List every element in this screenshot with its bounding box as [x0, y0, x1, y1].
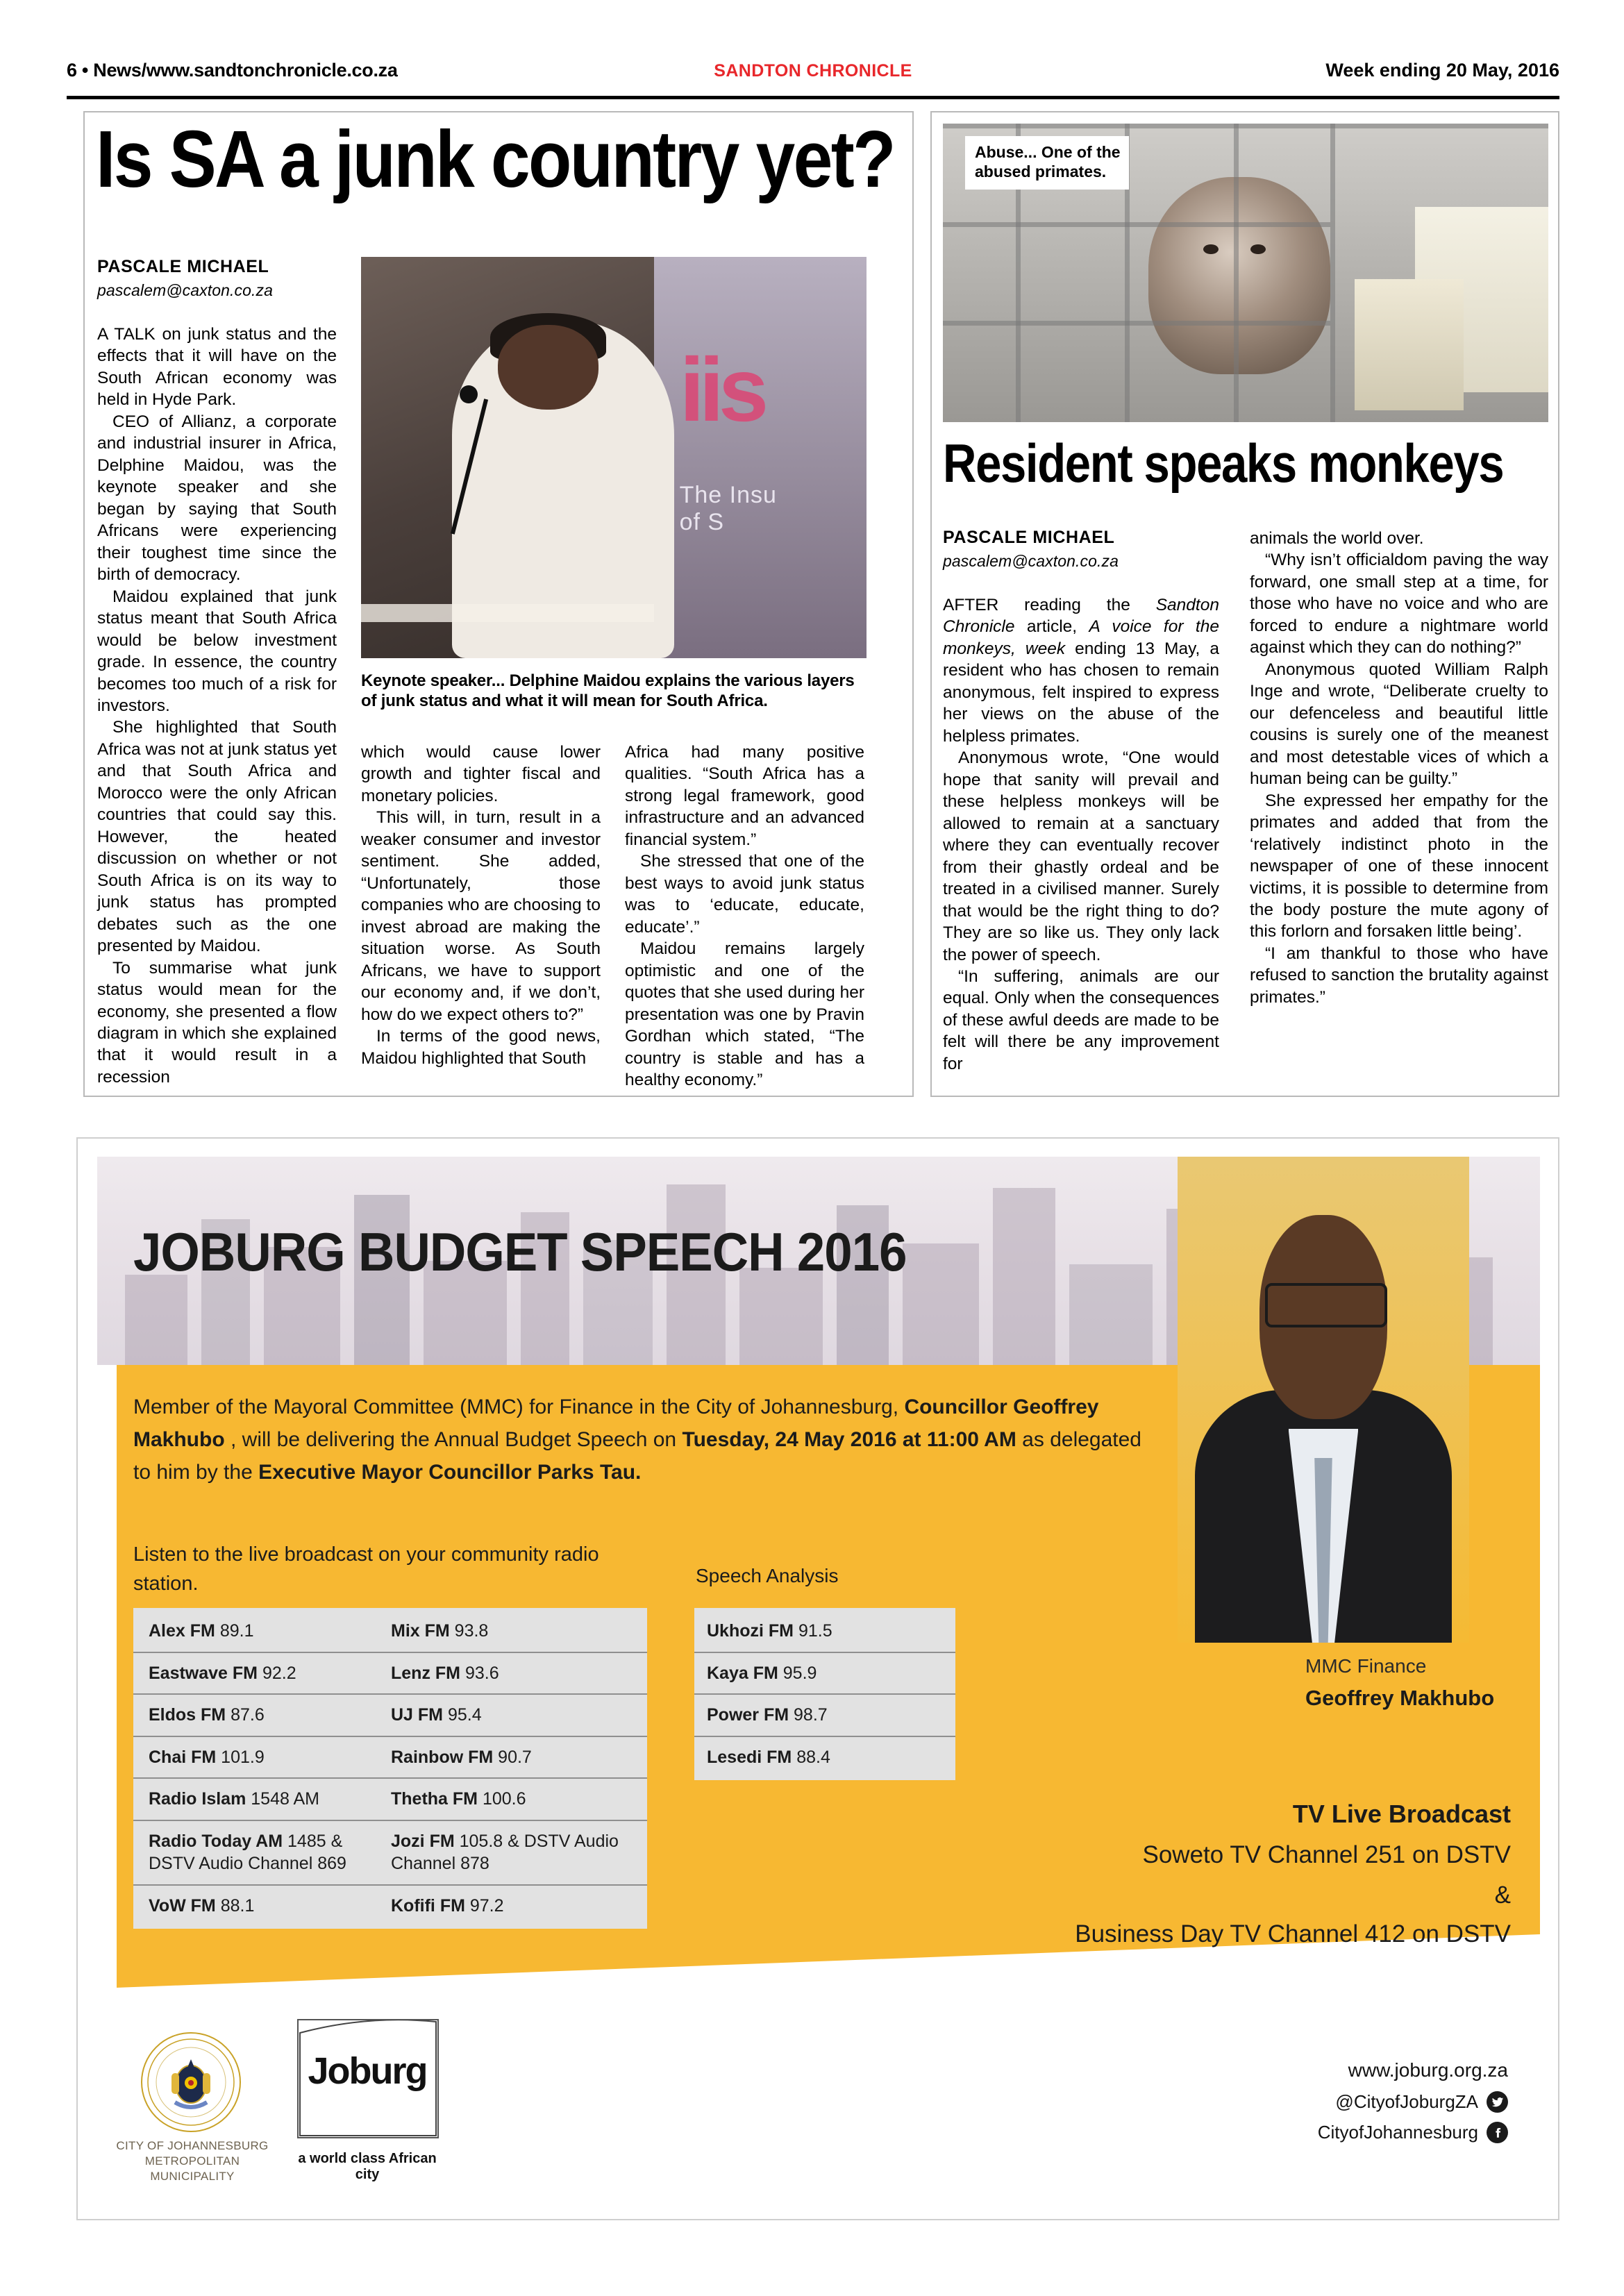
paragraph: Africa had many positive qualities. “South Africa has a strong legal framework, good infrastructure and an advanced financial system.”: [625, 743, 864, 849]
radio-station-right: Jozi FM 105.8 & DSTV Audio Channel 878: [391, 1831, 619, 1873]
speech-station: Ukhozi FM 91.5: [707, 1621, 832, 1641]
paragraph: which would cause lower growth and tighter fiscal and monetary policies.: [361, 743, 601, 805]
tv-channel-business-day: Business Day TV Channel 412 on DSTV: [1075, 1920, 1511, 1947]
seal-caption-line2: METROPOLITAN MUNICIPALITY: [144, 2154, 240, 2183]
article-column-1: [97, 257, 337, 1088]
masthead-rule: [67, 96, 1559, 99]
photo-caption-keynote: Keynote speaker... Delphine Maidou explains the various layers of junk status and what it will mean for South Africa.: [361, 671, 855, 711]
paragraph: “I am thankful to those who have refused to sanction the brutality against primates.”: [1250, 944, 1548, 1007]
radio-stations-table: [133, 1608, 647, 1929]
joburg-logo-wordmark: Joburg: [308, 2050, 427, 2092]
radio-station-row: [133, 1653, 647, 1695]
paragraph: She highlighted that South Africa was not at junk status yet and that South Africa and Morocco were the only African countries that could say this. However, the heated discussion on whether or not South Africa is on its way to junk status has prompted debates such as the one presented by Maidou.: [97, 718, 337, 956]
article-body-column-2: [361, 741, 601, 1069]
twitter-row[interactable]: [1318, 2091, 1508, 2113]
paragraph: This will, in turn, result in a weaker consumer and investor sentiment. She added, “Unfortunately, those companies who are choosing to invest abroad are making the situation worse. As South Africans, we have to support our economy and, if we don’t, how do we expect others to?”: [361, 808, 601, 1024]
monkeys-column-2: [1250, 528, 1548, 1008]
radio-station-row: [133, 1737, 647, 1779]
speech-analysis-row: [694, 1737, 955, 1778]
paragraph: “In suffering, animals are our equal. Only when the consequences of these awful deeds are made to be felt will there be any improvement for: [943, 966, 1219, 1073]
paragraph: “Why isn’t officialdom paving the way forward, one small step at a time, for those who have no voice and who are forced to endure a nightmare world against which they can do nothing?”: [1250, 551, 1548, 657]
seal-caption: [112, 2138, 272, 2184]
radio-station-right: Mix FM 93.8: [391, 1621, 489, 1641]
masthead-left: [67, 60, 398, 81]
announce-bold-datetime: Tuesday, 24 May 2016 at 11:00 AM: [682, 1427, 1016, 1451]
speech-analysis-row: [694, 1695, 955, 1737]
monkeys-body-column-1: [943, 594, 1219, 1075]
article-column-2: [361, 741, 601, 1069]
advertisement-joburg-budget-speech: [76, 1137, 1559, 2220]
paragraph: Maidou explained that junk status meant that South Africa would be below investment grade. In essence, the country becomes too much of a risk for investors.: [97, 587, 337, 715]
publication-title: SANDTON CHRONICLE: [714, 61, 912, 81]
photo-keynote-speaker: [361, 257, 867, 658]
speech-station: Lesedi FM 88.4: [707, 1747, 830, 1767]
paragraph: Maidou remains largely optimistic and one of the quotes that she used during her presentation was one by Pravin Gordhan which stated, “The country is stable and has a healthy economy.”: [625, 939, 864, 1090]
paragraph: To summarise what junk status would mean for the economy, she presented a flow diagram in which she explained that it would result in a recession: [97, 958, 337, 1087]
masthead-website: /www.sandtonchronicle.co.za: [141, 60, 398, 81]
speech-station: Power FM 98.7: [707, 1705, 828, 1725]
joburg-logo-tagline: a world class African city: [298, 2151, 437, 2182]
paragraph: animals the world over.: [1250, 529, 1424, 548]
paragraph: Anonymous quoted William Ralph Inge and wrote, “Deliberate cruelty to our defenceless and beautiful little cousins is surely one of the meanest and most detestable vices of which a human being can be guilty.”: [1250, 660, 1548, 789]
advert-announcement-text: [133, 1391, 1147, 1489]
paragraph: She expressed her empathy for the primates and added that from the ‘relatively indistinct photo in the newspaper of one of these innocent victims, it is possible to determine from the body posture the mute agony of this forlorn and forsaken little being’.: [1250, 791, 1548, 941]
monkeys-body-column-2: [1250, 528, 1548, 1008]
paragraph: She stressed that one of the best ways to avoid junk status was to ‘educate, educate, educate’.”: [625, 852, 864, 937]
paragraph: CEO of Allianz, a corporate and industrial insurer in Africa, Delphine Maidou, was the keynote speaker and she began by saying that South Africans were experiencing their toughest time since the birth of democracy.: [97, 412, 337, 585]
page-section-label: 6 • News: [67, 60, 142, 81]
radio-station-right: Rainbow FM 90.7: [391, 1747, 532, 1767]
monkeys-byline-author: PASCALE MICHAEL: [943, 528, 1115, 547]
announce-bold-councillor: Councillor Geoffrey Makhubo: [133, 1396, 1099, 1451]
speech-analysis-row: [694, 1653, 955, 1695]
announce-bold-mayor: Executive Mayor Councillor Parks Tau.: [258, 1460, 642, 1484]
issue-date: Week ending 20 May, 2016: [1325, 60, 1559, 81]
radio-station-row: [133, 1886, 647, 1927]
radio-station-left: Chai FM 101.9: [149, 1747, 265, 1767]
social-links-block: [1318, 2059, 1508, 2152]
announce-part3: as delegated to him by the: [133, 1427, 1141, 1484]
radio-station-left: Alex FM 89.1: [149, 1621, 254, 1641]
paragraph: A TALK on junk status and the effects that it will have on the South African economy was held in Hyde Park.: [97, 325, 337, 410]
article-body-column-3: [625, 741, 864, 1091]
twitter-handle-label: @CityofJoburgZA: [1335, 2091, 1478, 2112]
facebook-f-icon[interactable]: [1487, 2122, 1508, 2143]
article-body-column-1: [97, 324, 337, 1088]
tv-channel-soweto: Soweto TV Channel 251 on DSTV: [1142, 1841, 1511, 1868]
portrait-name-label: Geoffrey Makhubo: [1305, 1686, 1495, 1710]
announce-part2: , will be delivering the Annual Budget Speech on: [224, 1427, 683, 1451]
photo-caption-abuse: Abuse... One of the abused primates.: [965, 136, 1129, 190]
paragraph: In terms of the good news, Maidou highlighted that South: [361, 1027, 601, 1068]
tv-ampersand: &: [1494, 1882, 1511, 1909]
headline-monkeys: Resident speaks monkeys: [943, 433, 1504, 494]
masthead: [67, 60, 1559, 99]
radio-station-right: Kofifi FM 97.2: [391, 1895, 504, 1916]
advert-listen-label: Listen to the live broadcast on your community radio station.: [133, 1543, 599, 1595]
radio-station-row: [133, 1821, 647, 1886]
city-of-johannesburg-seal-icon: [139, 2030, 243, 2134]
radio-station-row: [133, 1695, 647, 1737]
paragraph: Anonymous wrote, “One would hope that sanity will prevail and these helpless monkeys will be allowed to remain at a sanctuary where they can eventually recover from their ghastly ordeal and be treated in a civilised manner. Surely that would be the right thing to do? They are so like us. They only lack the power of speech.: [943, 748, 1219, 964]
headline-junk-status: Is SA a junk country yet?: [96, 114, 894, 204]
radio-station-left: Radio Today AM 1485 & DSTV Audio Channel 869: [149, 1831, 346, 1873]
radio-station-right: Thetha FM 100.6: [391, 1789, 526, 1809]
speech-analysis-label: Speech Analysis: [696, 1565, 839, 1586]
radio-station-row: [133, 1611, 647, 1653]
paragraph: AFTER reading the Sandton Chronicle article, A voice for the monkeys, week ending 13 May, a resident who has chosen to remain anonymous, felt inspired to express her views on the abuse of the helpless primates.: [943, 596, 1219, 746]
speech-analysis-table: [694, 1608, 955, 1780]
radio-station-right: Lenz FM 93.6: [391, 1663, 499, 1683]
speech-station: Kaya FM 95.9: [707, 1663, 817, 1683]
stage-logo-text-decor: The Insu of S: [679, 481, 777, 535]
facebook-handle-label: CityofJohannesburg: [1317, 2122, 1478, 2143]
portrait-role-label: MMC Finance: [1305, 1655, 1427, 1677]
radio-station-left: Eastwave FM 92.2: [149, 1663, 296, 1683]
monkeys-byline-email: pascalem@caxton.co.za: [943, 552, 1119, 570]
advert-title: JOBURG BUDGET SPEECH 2016: [133, 1221, 907, 1282]
radio-station-row: [133, 1779, 647, 1821]
stage-logo-decor: iis: [679, 338, 764, 440]
radio-station-left: Eldos FM 87.6: [149, 1705, 265, 1725]
byline-email: pascalem@caxton.co.za: [97, 281, 274, 299]
joburg-website-link[interactable]: www.joburg.org.za: [1348, 2059, 1508, 2081]
radio-station-left: VoW FM 88.1: [149, 1895, 255, 1916]
twitter-bird-icon[interactable]: [1487, 2091, 1508, 2113]
announce-part1: Member of the Mayoral Committee (MMC) for Finance in the City of Johannesburg,: [133, 1396, 905, 1418]
seal-caption-line1: CITY OF JOHANNESBURG: [116, 2139, 269, 2152]
radio-station-right: UJ FM 95.4: [391, 1705, 482, 1725]
radio-station-left: Radio Islam 1548 AM: [149, 1789, 319, 1809]
monkeys-column-1: [943, 528, 1219, 1075]
tv-live-broadcast-heading: TV Live Broadcast: [1292, 1800, 1511, 1828]
article-column-3: [625, 741, 864, 1091]
speech-analysis-row: [694, 1611, 955, 1653]
facebook-row[interactable]: [1318, 2122, 1508, 2143]
byline-author: PASCALE MICHAEL: [97, 257, 269, 276]
portrait-geoffrey-makhubo: [1178, 1157, 1469, 1643]
